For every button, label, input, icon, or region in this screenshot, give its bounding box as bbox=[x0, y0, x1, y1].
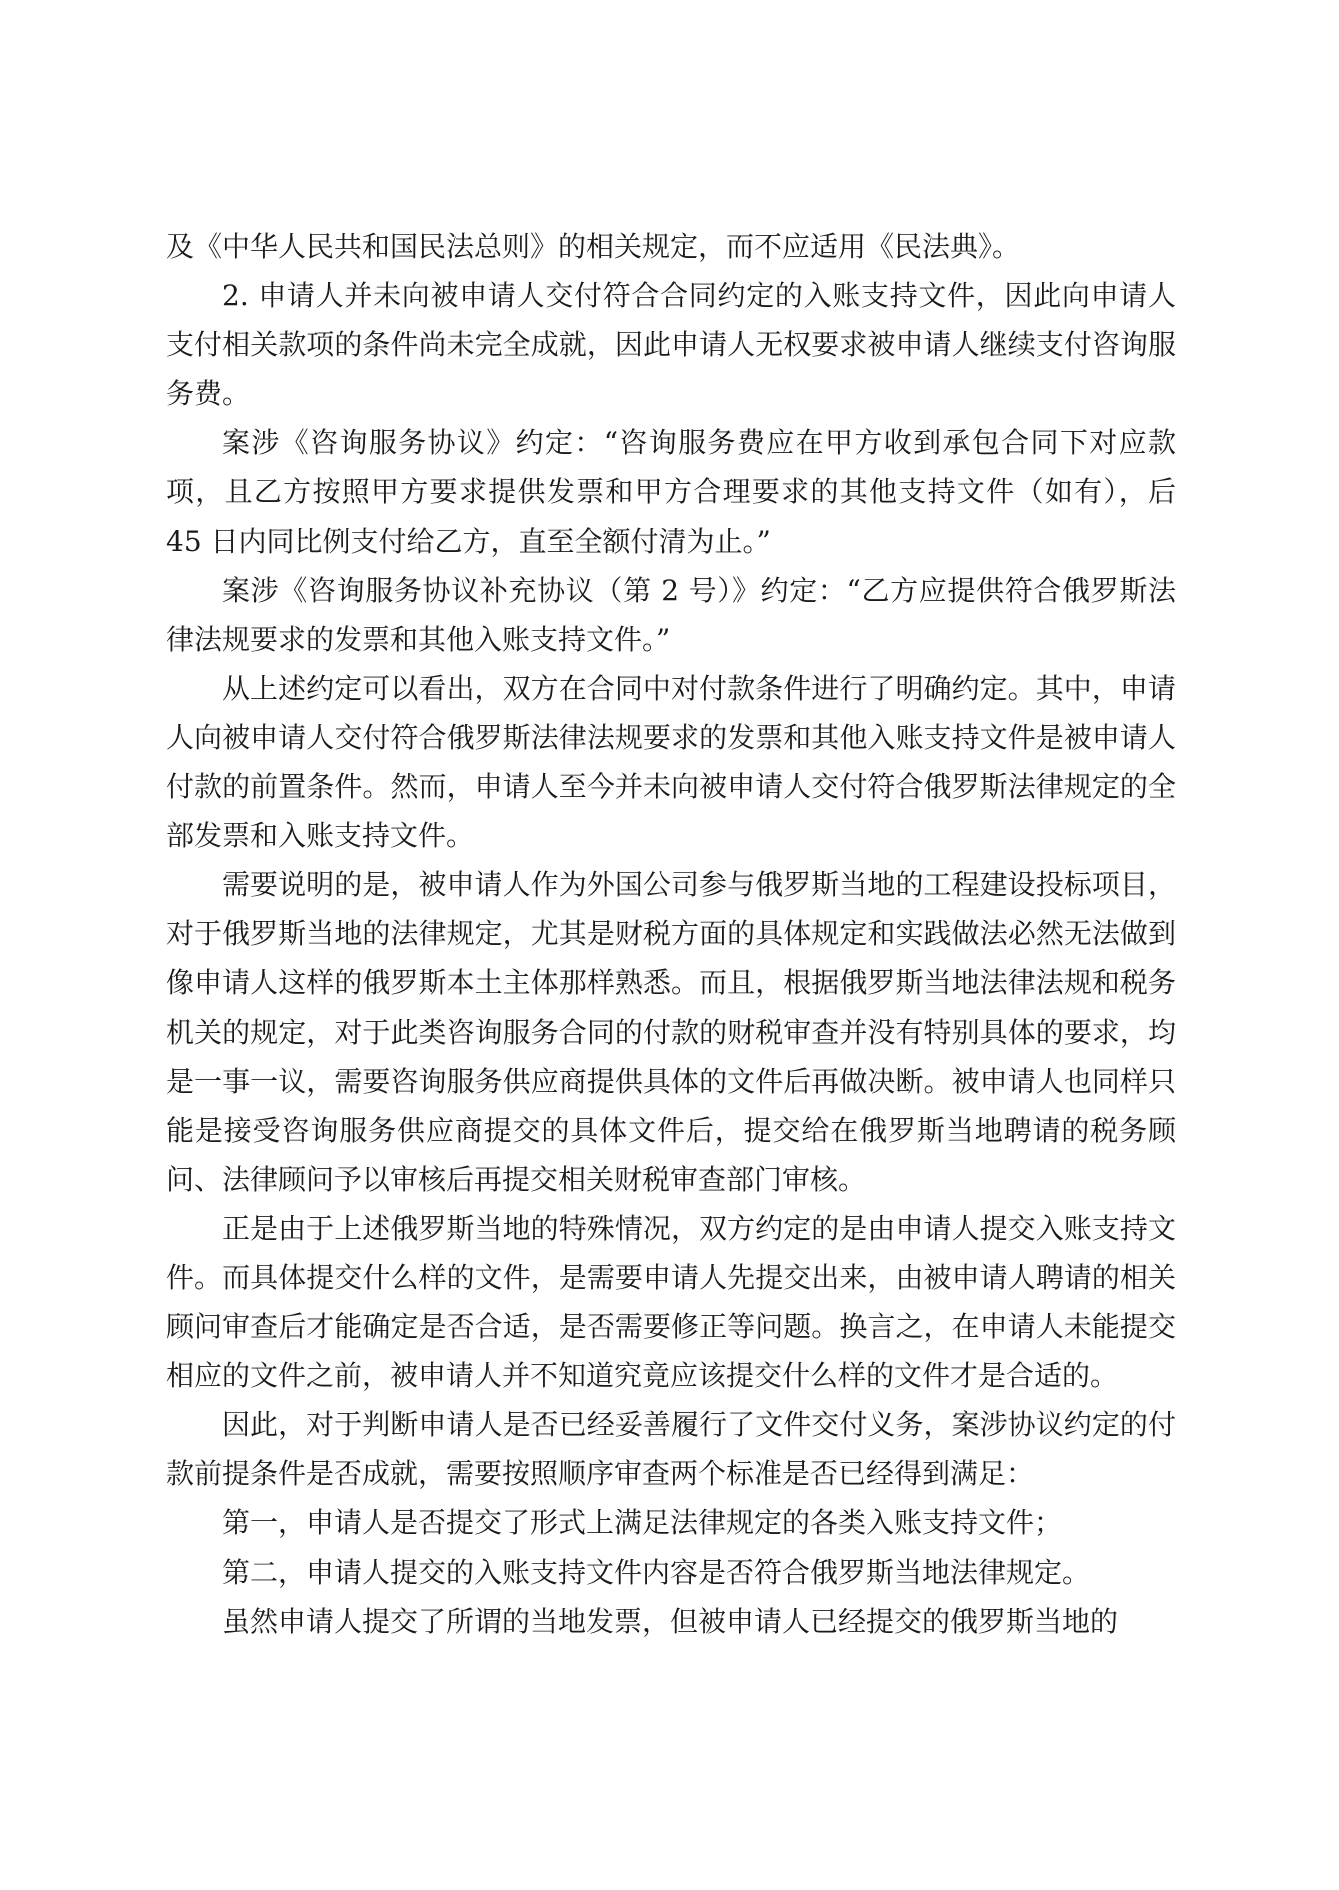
paragraph-continuation: 及《中华人民共和国民法总则》的相关规定，而不应适用《民法典》。 bbox=[166, 230, 1021, 263]
paragraph-explanation: 需要说明的是，被申请人作为外国公司参与俄罗斯当地的工程建设投标项目，对于俄罗斯当地的法律规定，尤其是财税方面的具体规定和实践做法必然无法做到像申请人这样的俄罗斯本土主体那样熟悉。而且，根据俄罗斯当地法律法规和税务机关的规定，对于此类咨询服务合同的付款的财税审查并没有特别具体的要求，均是一事一议，需要咨询服务供应商提供具体的文件后再做决断。被申请人也同样只能是接受咨询服务供应商提交的具体文件后，提交给在俄罗斯当地聘请的税务顾问、法律顾问予以审核后再提交相关财税审查部门审核。 bbox=[166, 868, 1176, 1196]
paragraph-standard-1: 第一，申请人是否提交了形式上满足法律规定的各类入账支持文件； bbox=[222, 1506, 1063, 1540]
paragraph-standards-intro: 因此，对于判断申请人是否已经妥善履行了文件交付义务，案涉协议约定的付款前提条件是否成就，需要按照顺序审查两个标准是否已经得到满足： bbox=[166, 1408, 1176, 1491]
paragraph-standard-2: 第二，申请人提交的入账支持文件内容是否符合俄罗斯当地法律规定。 bbox=[222, 1555, 1091, 1589]
document-page bbox=[166, 222, 1176, 1646]
paragraph-point-2: 2. 申请人并未向被申请人交付符合合同约定的入账支持文件，因此向申请人支付相关款项的条件尚未完全成就，因此申请人无权要求被申请人继续支付咨询服务费。 bbox=[166, 279, 1176, 411]
paragraph-payment-condition: 从上述约定可以看出，双方在合同中对付款条件进行了明确约定。其中，申请人向被申请人交付符合俄罗斯法律法规要求的发票和其他入账支持文件是被申请人付款的前置条件。然而，申请人至今并未向被申请人交付符合俄罗斯法律规定的全部发票和入账支持文件。 bbox=[166, 671, 1176, 853]
paragraph-special-circumstances: 正是由于上述俄罗斯当地的特殊情况，双方约定的是由申请人提交入账支持文件。而具体提交什么样的文件，是需要申请人先提交出来，由被申请人聘请的相关顾问审查后才能确定是否合适，是否需要修正等问题。换言之，在申请人未能提交相应的文件之前，被申请人并不知道究竟应该提交什么样的文件才是合适的。 bbox=[166, 1211, 1176, 1393]
paragraph-agreement-quote: 案涉《咨询服务协议》约定：“咨询服务费应在甲方收到承包合同下对应款项，且乙方按照甲方要求提供发票和甲方合理要求的其他支持文件（如有），后 45 日内同比例支付给乙方，直至全额付清为止。” bbox=[166, 426, 1176, 558]
paragraph-supplement-quote: 案涉《咨询服务协议补充协议（第 2 号）》约定：“乙方应提供符合俄罗斯法律法规要求的发票和其他入账支持文件。” bbox=[166, 573, 1176, 656]
paragraph-trailing: 虽然申请人提交了所谓的当地发票，但被申请人已经提交的俄罗斯当地的 bbox=[222, 1604, 1119, 1638]
